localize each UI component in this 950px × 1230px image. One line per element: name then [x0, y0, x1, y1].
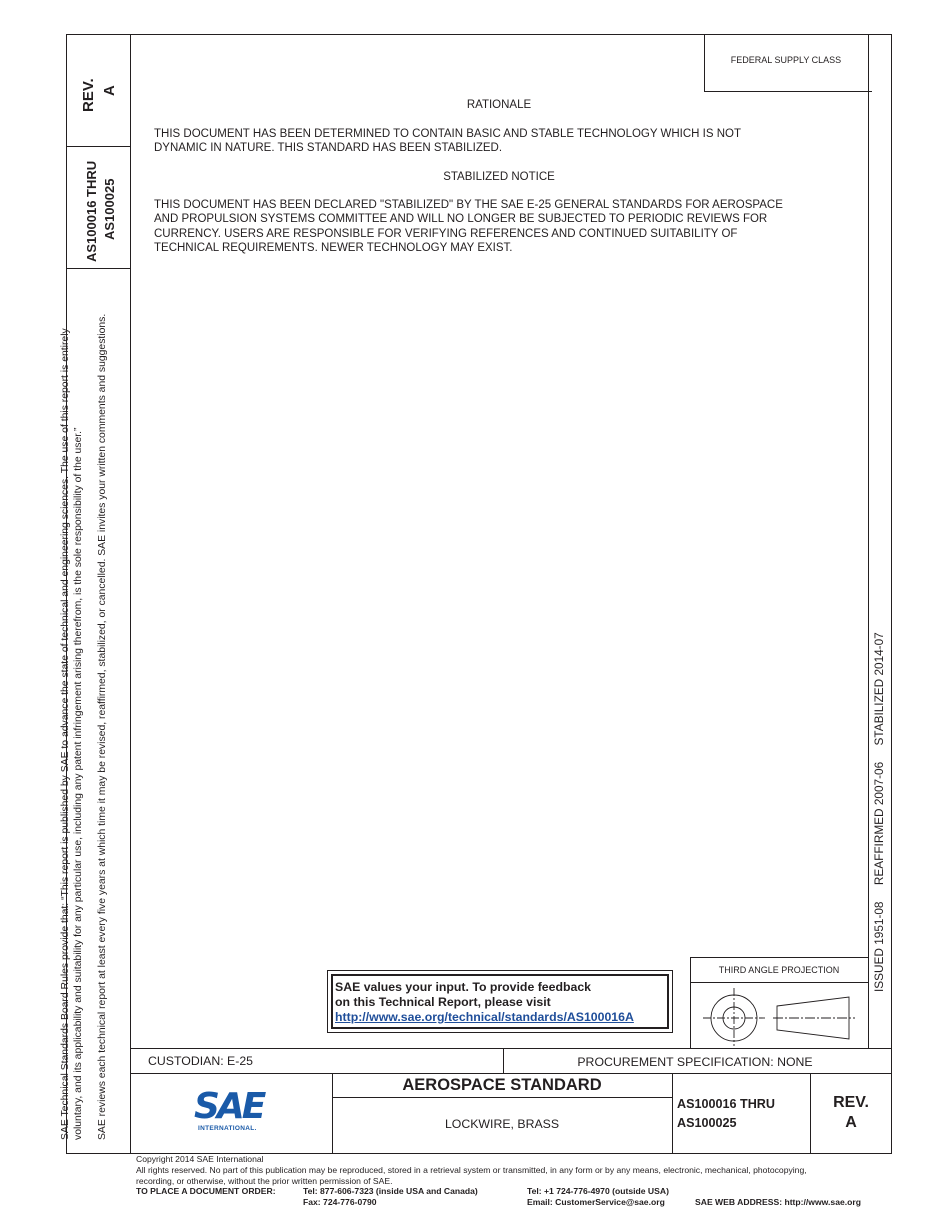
- feedback-line1: SAE values your input. To provide feedback: [335, 980, 592, 994]
- title-block-left: [130, 1048, 131, 1154]
- procurement-label: PROCUREMENT SPECIFICATION: NONE: [577, 1055, 813, 1069]
- side-tab-doc-number-line2: AS100025: [102, 178, 117, 240]
- sae-logo-subtext: INTERNATIONAL.: [198, 1125, 257, 1132]
- sae-logo-wordmark: SAE: [194, 1086, 264, 1127]
- stabilized-notice-line1: THIS DOCUMENT HAS BEEN DECLARED "STABILIZED" BY THE SAE E-25 GENERAL STANDARDS FOR AEROSPACE: [154, 199, 783, 211]
- stabilized-notice-line4: TECHNICAL REQUIREMENTS. NEWER TECHNOLOGY MAY EXIST.: [154, 242, 513, 254]
- custodian-label: CUSTODIAN: E-25: [148, 1054, 254, 1068]
- document-title: LOCKWIRE, BRASS: [444, 1117, 560, 1131]
- disclaimer-line2: voluntary, and its applicability and suitability for any particular use, including any patent infringement arising therefrom, is the sole responsibility of the user.”: [73, 427, 84, 1140]
- title-block-doc-number-line2: AS100025: [677, 1116, 737, 1130]
- feedback-link[interactable]: http://www.sae.org/technical/standards/AS100016A: [335, 1010, 634, 1024]
- third-angle-projection-symbol: [695, 986, 863, 1046]
- standard-type-bottom: [332, 1097, 672, 1098]
- title-block-top: [130, 1048, 892, 1049]
- custodian-row-bottom: [130, 1073, 892, 1074]
- standard-type-label: AEROSPACE STANDARD: [402, 1076, 602, 1094]
- title-block-rev-label: REV.: [833, 1094, 869, 1111]
- footer-rights-line1: All rights reserved. No part of this publication may be reproduced, stored in a retrieval system or transmitted, in any form or by any means, electronic, mechanical, photocopying,: [136, 1165, 807, 1175]
- feedback-box: [327, 970, 673, 1033]
- footer-web-address[interactable]: SAE WEB ADDRESS: http://www.sae.org: [695, 1197, 861, 1207]
- history-dates: ISSUED 1951-08 REAFFIRMED 2007-06 STABILIZED 2014-07: [872, 632, 886, 992]
- history-column-divider: [868, 34, 869, 1048]
- fsc-box-bottom: [704, 91, 872, 92]
- third-angle-projection-label: THIRD ANGLE PROJECTION: [718, 965, 840, 975]
- sae-logo: [192, 1086, 264, 1135]
- rationale-heading: RATIONALE: [466, 99, 532, 111]
- projection-box-top: [690, 957, 868, 958]
- side-tab-number-bottom: [66, 268, 130, 269]
- side-tab-divider: [130, 34, 131, 1048]
- stabilized-notice-line3: CURRENCY. USERS ARE RESPONSIBLE FOR VERIFYING REFERENCES AND CONTINUED SUITABILITY OF: [154, 228, 738, 240]
- footer-rights-line2: recording, or otherwise, without the prior written permission of SAE.: [136, 1176, 393, 1186]
- rationale-line1: THIS DOCUMENT HAS BEEN DETERMINED TO CONTAIN BASIC AND STABLE TECHNOLOGY WHICH IS NOT: [154, 128, 742, 140]
- feedback-line2: on this Technical Report, please visit: [335, 995, 551, 1009]
- rationale-line2: DYNAMIC IN NATURE. THIS STANDARD HAS BEEN STABILIZED.: [154, 142, 503, 154]
- stabilized-notice-line2: AND PROPULSION SYSTEMS COMMITTEE AND WILL NO LONGER BE SUBJECTED TO PERIODIC REVIEWS FOR: [154, 213, 768, 225]
- footer-tel-outside: Tel: +1 724-776-4970 (outside USA): [527, 1186, 669, 1196]
- stabilized-notice-heading: STABILIZED NOTICE: [443, 171, 555, 183]
- side-tab-rev-value: A: [101, 85, 118, 96]
- federal-supply-class-label: FEDERAL SUPPLY CLASS: [730, 55, 842, 65]
- disclaimer-line3: SAE reviews each technical report at least every five years at which time it may be revised, reaffirmed, stabilized, or cancelled. SAE invites your written comments and suggestions.: [97, 313, 108, 1140]
- title-block-doc-number-line1: AS100016 THRU: [677, 1097, 775, 1111]
- side-tab-rev-label: REV.: [80, 78, 97, 112]
- footer-copyright: Copyright 2014 SAE International: [136, 1154, 264, 1164]
- footer-fax: Fax: 724-776-0790: [303, 1197, 377, 1207]
- title-block-rev-value: A: [845, 1114, 857, 1131]
- footer-order-label: TO PLACE A DOCUMENT ORDER:: [136, 1186, 276, 1196]
- footer-tel-usa: Tel: 877-606-7323 (inside USA and Canada): [303, 1186, 478, 1196]
- disclaimer-line1: SAE Technical Standards Board Rules provide that: “This report is published by SAE to advance the state of technical and engineering sciences. The use of this report is entirely: [60, 328, 71, 1140]
- projection-label-divider: [690, 982, 868, 983]
- side-tab-rev-bottom: [66, 146, 130, 147]
- side-tab-doc-number-line1: AS100016 THRU: [84, 160, 99, 262]
- footer-email[interactable]: Email: CustomerService@sae.org: [527, 1197, 665, 1207]
- title-cell-right: [672, 1073, 673, 1154]
